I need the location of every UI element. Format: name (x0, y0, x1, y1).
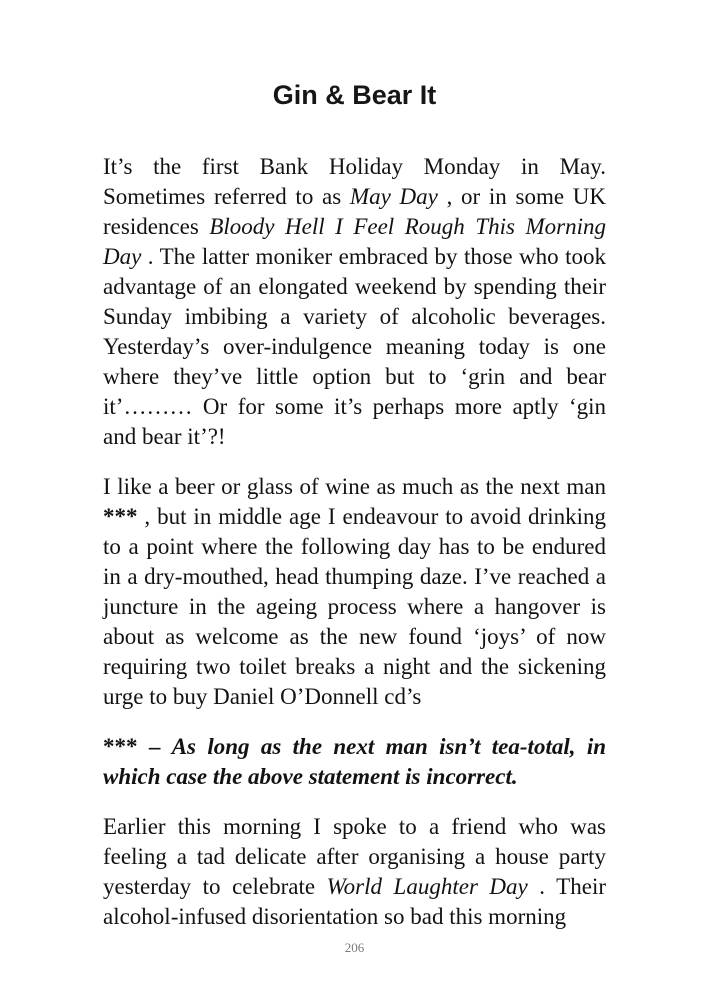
text-run: It’s the first Bank Holiday Monday in May. Sometimes referred to as (103, 154, 606, 209)
text-run: Earlier this morning I spoke to a friend who was feeling a tad delicate after organising a house party yesterday to celebrate (103, 814, 606, 899)
italic-text-run: May Day (349, 184, 438, 209)
text-run: . The latter moniker embraced by those who took advantage of an elongated weekend by spending their Sunday imbibing a variety of alcoholic beverages. Yesterday’s over-indulgence meaning today is one where they’ve little option but to ‘grin and bear it’……… Or for some it’s perhaps more aptly ‘gin and bear it’?! (103, 244, 606, 449)
bold-italic-text-run: As long as the next man isn’t tea-total, in which case the above statement is incorrect. (103, 734, 606, 789)
text-run: , but in middle age I endeavour to avoid drinking to a point where the following day has to be endured in a dry-mouthed, head thumping daze. I’ve reached a juncture in the ageing process where a hangover is about as welcome as the new found ‘joys’ of now requiring two toilet breaks a night and the sickening urge to buy Daniel O’Donnell cd’s (103, 504, 606, 709)
text-run: . Their alcohol-infused disorientation so bad this morning (103, 874, 606, 929)
text-run: , or in some UK residences (103, 184, 607, 239)
body-paragraph (103, 472, 606, 712)
footnote-marker: *** (103, 504, 138, 529)
text-run: I like a beer or glass of wine as much as the next man (103, 474, 606, 499)
italic-text-run: World Laughter Day (326, 874, 528, 899)
footnote-paragraph (103, 732, 606, 792)
page-content (103, 76, 606, 952)
body-paragraph (103, 152, 606, 452)
footnote-marker: *** – (103, 734, 172, 759)
chapter-title: Gin & Bear It (272, 80, 437, 110)
italic-text-run: Bloody Hell I Feel Rough This Morning Day (103, 214, 606, 269)
body-paragraph (103, 812, 606, 932)
page-number: 206 (344, 940, 365, 955)
